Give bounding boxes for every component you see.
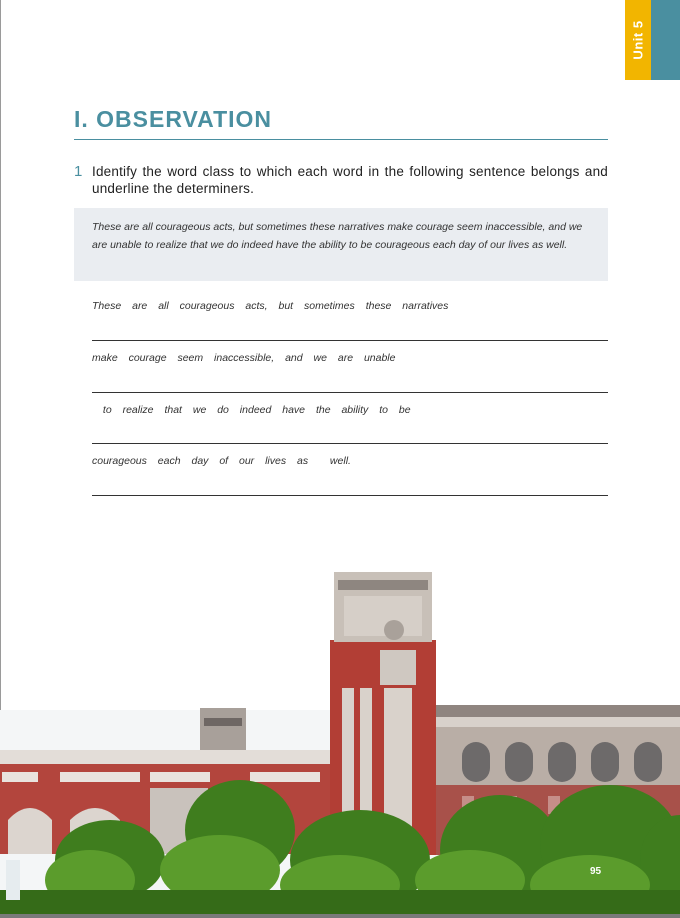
title-divider bbox=[74, 139, 608, 140]
question-number: 1 bbox=[74, 163, 83, 180]
writing-rule-4 bbox=[92, 495, 608, 496]
answer-line-3: to realize that we do indeed have the ability to be bbox=[92, 404, 411, 416]
quote-text: These are all courageous acts, but sometimes these narratives make courage seem inaccessible, and we are unable to realize that we do indeed have the ability to be courageous each day of our lives as well. bbox=[92, 221, 583, 251]
writing-rule-2 bbox=[92, 392, 608, 393]
answer-line-1: These are all courageous acts, but sometimes these narratives bbox=[92, 300, 449, 312]
writing-rule-1 bbox=[92, 340, 608, 341]
unit-tab-stripe bbox=[651, 0, 680, 80]
unit-label: Unit 5 bbox=[630, 20, 646, 60]
campus-building-photo bbox=[0, 560, 680, 914]
answer-line-4: courageous each day of our lives as well. bbox=[92, 455, 351, 467]
answer-line-2: make courage seem inaccessible, and we are unable bbox=[92, 352, 396, 364]
page-number: 95 bbox=[590, 866, 602, 877]
section-title: I. OBSERVATION bbox=[74, 106, 273, 132]
page-bottom-border bbox=[0, 914, 680, 918]
writing-rule-3 bbox=[92, 443, 608, 444]
question-text: Identify the word class to which each word in the following sentence belongs and underline the determiners. bbox=[92, 164, 608, 196]
